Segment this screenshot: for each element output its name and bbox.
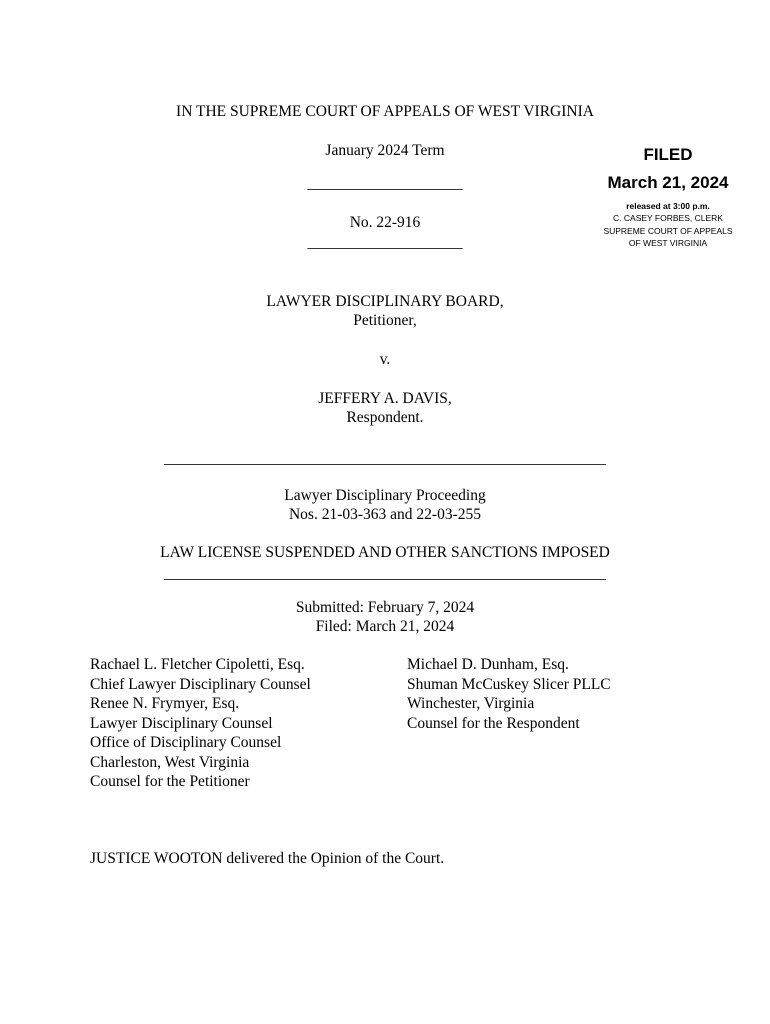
case-number: No. 22-916 xyxy=(349,214,421,231)
opinion-author-line: JUSTICE WOOTON delivered the Opinion of the Court. xyxy=(90,850,445,867)
respondent-role: Respondent. xyxy=(346,409,424,426)
counsel-line: Office of Disciplinary Counsel xyxy=(90,734,282,751)
counsel-line: Charleston, West Virginia xyxy=(90,753,250,771)
counsel-respondent-block xyxy=(407,655,611,733)
court-heading: IN THE SUPREME COURT OF APPEALS OF WEST VIRGINIA xyxy=(176,103,594,120)
filed-date: March 21, 2024 xyxy=(607,173,729,192)
release-time: released at 3:00 p.m. xyxy=(626,201,710,211)
divider-short-bottom: ____________________ xyxy=(307,234,463,251)
respondent-name: JEFFERY A. DAVIS, xyxy=(318,390,452,407)
petitioner-role: Petitioner, xyxy=(353,312,417,329)
counsel-line: Renee N. Frymyer, Esq. xyxy=(90,695,240,712)
counsel-line: Winchester, Virginia xyxy=(407,695,535,712)
divider-long: _________________________________________________________ xyxy=(164,450,606,467)
counsel-line: Counsel for the Petitioner xyxy=(90,773,250,790)
clerk-line: C. CASEY FORBES, CLERK xyxy=(613,213,723,223)
counsel-line: Michael D. Dunham, Esq. xyxy=(407,656,569,673)
filed-date-line: Filed: March 21, 2024 xyxy=(315,618,455,635)
counsel-petitioner-block xyxy=(90,655,311,792)
filing-stamp xyxy=(588,144,748,250)
counsel-line: Counsel for the Respondent xyxy=(407,714,580,732)
counsel-line: Chief Lawyer Disciplinary Counsel xyxy=(90,675,311,693)
proceeding-title: Lawyer Disciplinary Proceeding xyxy=(284,487,486,504)
proceeding-numbers: Nos. 21-03-363 and 22-03-255 xyxy=(288,506,481,523)
clerk-line: OF WEST VIRGINIA xyxy=(628,238,708,248)
term-label: January 2024 Term xyxy=(325,142,445,159)
versus-label: v. xyxy=(379,351,391,368)
counsel-line: Rachael L. Fletcher Cipoletti, Esq. xyxy=(90,656,305,673)
submitted-date: Submitted: February 7, 2024 xyxy=(295,599,475,616)
filed-label: FILED xyxy=(643,145,693,164)
divider-mid: _________________________________________________________ xyxy=(164,565,606,582)
counsel-line: Lawyer Disciplinary Counsel xyxy=(90,714,273,732)
divider-short-top: ____________________ xyxy=(307,175,463,192)
clerk-line: SUPREME COURT OF APPEALS xyxy=(603,225,733,236)
counsel-line: Shuman McCuskey Slicer PLLC xyxy=(407,675,611,693)
petitioner-name: LAWYER DISCIPLINARY BOARD, xyxy=(266,293,504,310)
disposition-label: LAW LICENSE SUSPENDED AND OTHER SANCTIONS IMPOSED xyxy=(160,544,610,561)
